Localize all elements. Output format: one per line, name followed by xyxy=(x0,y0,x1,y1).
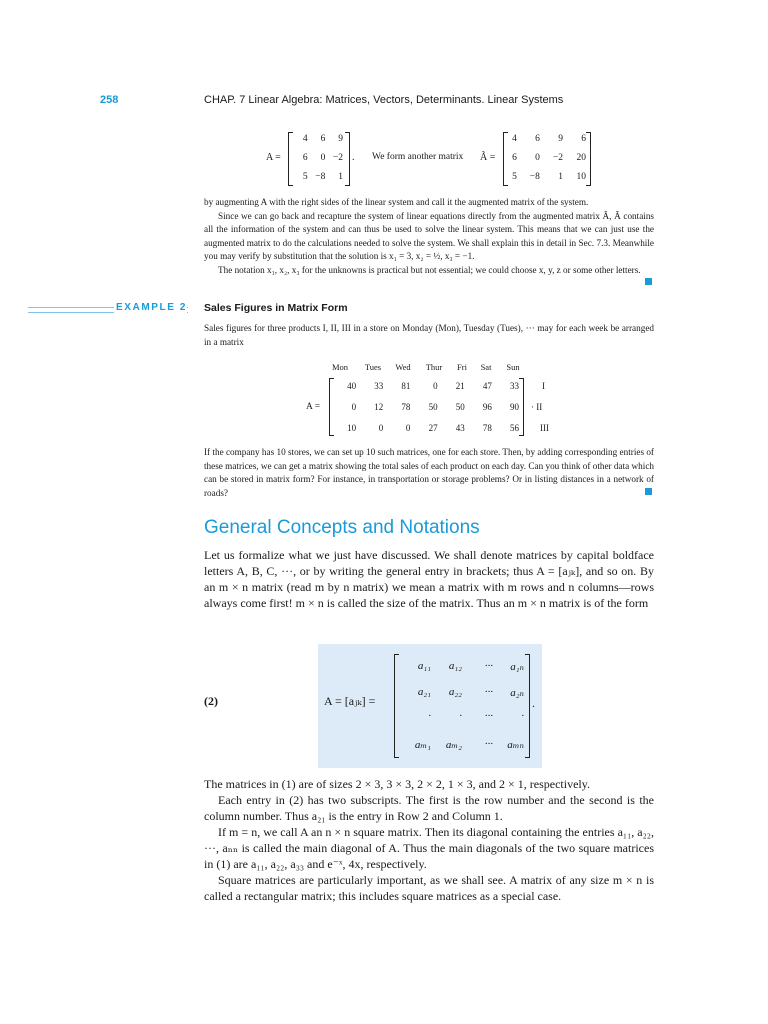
general-cell: ··· xyxy=(484,660,493,672)
general-cell: ··· xyxy=(484,710,493,722)
matrix-a-label: A = xyxy=(266,152,281,163)
general-cell: a₁₁ xyxy=(417,660,431,672)
closing-text xyxy=(204,776,654,904)
general-matrix-suffix: . xyxy=(532,696,535,710)
sales-cell: 90 xyxy=(509,402,519,412)
sales-cell: 0 xyxy=(378,423,384,433)
paragraph: Square matrices are particularly important, as we shall see. A matrix of any size m × n is called a rectangular matrix; this includes square matrices as a special case. xyxy=(204,873,654,903)
matrix-a xyxy=(288,132,350,186)
general-cell: a₂₂ xyxy=(448,686,462,698)
example-label: EXAMPLE 2 xyxy=(116,302,188,313)
end-of-example-marker xyxy=(645,488,652,495)
paragraph: The notation x₁, x₂, x₃ for the unknowns is practical but not essential; we could choose x, y, z or some other letters. xyxy=(218,264,641,275)
sales-cell: 96 xyxy=(482,402,492,412)
sales-matrix-label: A = xyxy=(306,402,321,412)
paragraph: Since we can go back and recapture the system of linear equations directly from the augmented matrix Ã, Ã contains all the information of the system and can thus be used to solve the linear system. This means that we can just use the augmented matrix to do the calculations needed to solve the system. We shall explain this in detail in Sec. 7.3. Meanwhile you may verify by substitution that the solution is x₁ = 3, x₂ = ½, x₃ = −1. xyxy=(204,210,654,261)
matrix-aug-cell: 0 xyxy=(535,153,540,163)
intro-text xyxy=(204,196,654,277)
matrix-aug-label: Ã = xyxy=(480,152,496,163)
general-cell: a₁ₙ xyxy=(510,661,524,673)
matrix-aug-cell: 6 xyxy=(512,153,517,163)
matrix-a-cell: 6 xyxy=(302,153,308,163)
general-cell: ··· xyxy=(484,738,493,750)
paragraph: by augmenting A with the right sides of the linear system and call it the augmented matrix of the system. xyxy=(204,197,589,207)
sales-cell: 33 xyxy=(374,381,384,391)
sales-cell: 12 xyxy=(374,402,384,412)
matrix-aug-cell: −2 xyxy=(552,153,563,163)
matrix-augmented xyxy=(503,132,591,186)
equation-number: (2) xyxy=(204,694,218,708)
sales-cell: 0 xyxy=(351,402,357,412)
matrix-a-cell: 4 xyxy=(302,134,308,144)
general-cell: a₁₂ xyxy=(448,660,462,672)
column-header: Sun xyxy=(506,362,520,372)
sales-cell: 21 xyxy=(455,381,465,391)
paragraph: Sales figures for three products I, II, III in a store on Monday (Mon), Tuesday (Tues), ··· may for each week be arranged in a matrix xyxy=(204,323,654,347)
sales-cell: 50 xyxy=(455,402,465,412)
sales-cell: 0 xyxy=(405,423,411,433)
matrix-a-cell: 5 xyxy=(302,172,308,182)
general-cell: · xyxy=(459,710,462,722)
general-matrix-label: A = [aⱼₖ] = xyxy=(324,694,376,708)
general-cell: aₘₙ xyxy=(507,739,524,751)
sales-cell: 27 xyxy=(428,423,438,433)
column-header: Fri xyxy=(457,362,467,372)
running-header: CHAP. 7 Linear Algebra: Matrices, Vectors, Determinants. Linear Systems xyxy=(204,94,564,106)
sales-cell: 50 xyxy=(428,402,438,412)
paragraph: If m = n, we call A an n × n square matrix. Then its diagonal containing the entries a₁₁, a₂₂, ···, aₙₙ is called the main diagonal of A. Thus the main diagonals of the two square matrices in (1) are a₁₁, a₂₂, a₃₃ and e⁻ˣ, 4x, respectively. xyxy=(204,825,654,871)
sales-cell: 78 xyxy=(401,402,411,412)
matrix-a-suffix: . xyxy=(352,152,355,163)
matrix-a-cell: 9 xyxy=(338,134,344,144)
matrix-aug-cell: 5 xyxy=(512,172,517,182)
column-header: Wed xyxy=(395,362,411,372)
matrix-a-cell: −8 xyxy=(315,172,326,182)
augment-text: We form another matrix xyxy=(372,152,464,162)
example-closing xyxy=(204,446,654,500)
matrix-aug-cell: 9 xyxy=(558,134,563,144)
general-cell: aₘ₂ xyxy=(445,739,462,751)
paragraph: Let us formalize what we just have discussed. We shall denote matrices by capital boldface letters A, B, C, ···, or by writing the general entry in brackets; thus A = [aⱼₖ], and so on. By an m × n matrix (read m by n matrix) we mean a matrix with m rows and n columns—rows always come first! m × n is called the size of the matrix. Thus an m × n matrix is of the form xyxy=(204,548,654,610)
sales-cell: 10 xyxy=(347,423,357,433)
general-cell: · xyxy=(428,710,431,722)
matrix-a-cell: 6 xyxy=(320,134,326,144)
sales-cell: 43 xyxy=(455,423,465,433)
paragraph: Each entry in (2) has two subscripts. The first is the row number and the second is the column number. Thus a₂₁ is the entry in Row 2 and Column 1. xyxy=(204,793,654,823)
general-cell: ··· xyxy=(484,686,493,698)
sales-cell: 0 xyxy=(433,381,438,391)
matrix-a-cell: −2 xyxy=(332,153,344,163)
sales-cell: 81 xyxy=(401,381,411,391)
formula-box xyxy=(318,644,542,768)
matrix-aug-cell: −8 xyxy=(529,172,540,182)
matrix-aug-cell: 6 xyxy=(581,134,587,144)
sales-cell: 56 xyxy=(509,423,519,433)
column-header: Mon xyxy=(331,362,349,372)
example-title: Sales Figures in Matrix Form xyxy=(204,302,348,314)
general-cell: · xyxy=(521,710,524,722)
section-intro xyxy=(204,547,654,611)
column-header: Thur xyxy=(425,362,443,372)
row-label: · II xyxy=(531,402,543,412)
matrix-a-cell: 1 xyxy=(338,172,344,182)
row-label: III xyxy=(540,423,549,433)
sales-cell: 78 xyxy=(482,423,492,433)
sales-cell: 33 xyxy=(509,381,519,391)
example-text xyxy=(204,322,654,349)
column-header: Sat xyxy=(480,362,492,372)
page-number: 258 xyxy=(100,94,119,106)
matrix-a-cell: 0 xyxy=(320,153,326,163)
row-label: I xyxy=(542,381,545,391)
general-cell: a₂₁ xyxy=(417,686,431,698)
matrix-aug-cell: 10 xyxy=(576,172,587,182)
matrix-aug-cell: 4 xyxy=(512,134,517,144)
matrix-aug-cell: 20 xyxy=(576,153,587,163)
column-header: Tues xyxy=(364,362,382,372)
general-cell: aₘ₁ xyxy=(414,739,431,751)
section-heading: General Concepts and Notations xyxy=(204,517,480,538)
end-of-proof-marker xyxy=(645,278,652,285)
paragraph: If the company has 10 stores, we can set up 10 such matrices, one for each store. Then, by adding corresponding entries of these matrices, we can get a matrix showing the total sales of each product on each day. Can you think of other data which can be stored in matrix form? For instance, in transportation or storage problems? Or in listing distances in a network of roads? xyxy=(204,447,654,498)
sales-matrix xyxy=(329,378,524,436)
general-cell: a₂ₙ xyxy=(510,687,524,699)
matrix-aug-cell: 6 xyxy=(535,134,540,144)
sales-cell: 47 xyxy=(482,381,492,391)
paragraph: The matrices in (1) are of sizes 2 × 3, 3 × 3, 2 × 2, 1 × 3, and 2 × 1, respectively. xyxy=(204,777,590,791)
matrix-aug-cell: 1 xyxy=(558,172,563,182)
general-matrix xyxy=(394,654,530,758)
sales-cell: 40 xyxy=(347,381,357,391)
